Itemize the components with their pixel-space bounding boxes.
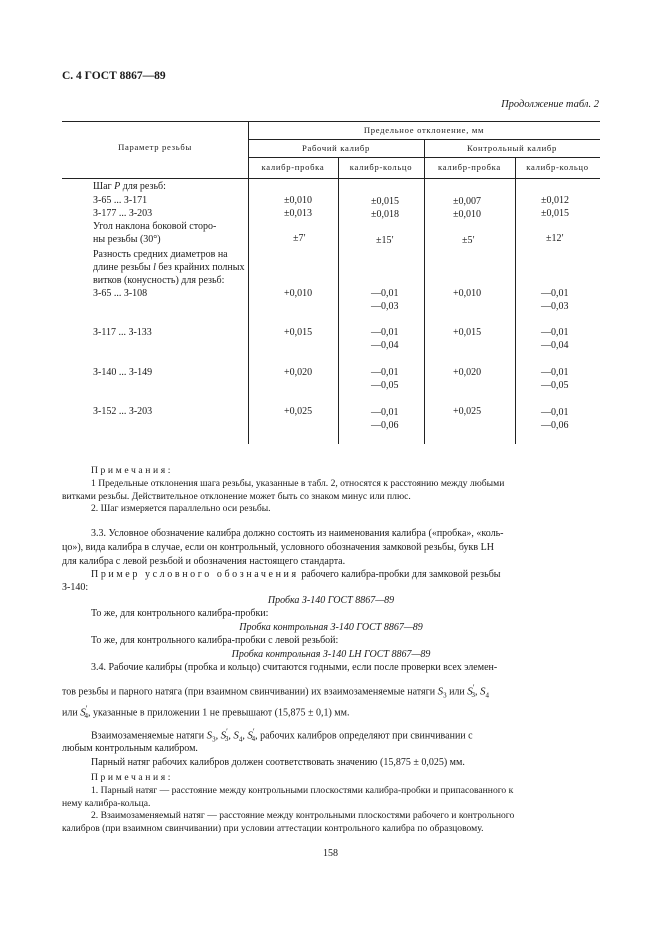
example-designation-3: Пробка контрольная З-140 LH ГОСТ 8867—89 (231, 649, 431, 660)
cell-pitch-r1-ctrl-ring: ±0,012 (541, 195, 569, 206)
note2-1-line-2: нему калибра-кольца. (62, 798, 151, 809)
cell-diam-d2-work-ring-b: —0,04 (371, 340, 399, 351)
paragraph-interchangeable: Взаимозаменяемые натяги $S_3$, $S'_3$, $S_4$, $S'_4$, рабочих калибров определяют при свинчивании с (91, 727, 473, 744)
table-header-line-1 (248, 139, 600, 140)
cell-pitch-r2-ctrl-plug: ±0,010 (453, 209, 481, 220)
same-for-control-left: То же, для контрольного калибра-пробки с левой резьбой: (91, 635, 339, 646)
example-designation-2: Пробка контрольная З-140 ГОСТ 8867—89 (239, 622, 423, 633)
page-number: 158 (323, 848, 338, 859)
note-1-line-1: 1 Предельные отклонения шага резьбы, указанные в табл. 2, относятся к расстоянию между любыми (91, 478, 505, 489)
same-for-control: То же, для контрольного калибра-пробки: (91, 608, 269, 619)
cell-diam-d3-ctrl-ring-b: —0,05 (541, 380, 569, 391)
cell-diam-d1-work-ring-a: —0,01 (371, 288, 399, 299)
paragraph-3-4-line-1: 3.4. Рабочие калибры (пробка и кольцо) считаются годными, если после проверки всех элемен- (91, 662, 498, 673)
row-label-diameter-d2: З-117 ... З-133 (93, 327, 152, 338)
notes-title-2: Примечания: (91, 772, 173, 783)
cell-diam-d3-work-ring-a: —0,01 (371, 367, 399, 378)
row-label-pitch-r1: З-65 ... З-171 (93, 195, 148, 206)
subheader-control-plug: калибр-пробка (438, 162, 501, 172)
cell-angle-work-ring: ±15′ (376, 235, 394, 246)
table-top-border (62, 121, 600, 122)
example-intro-cont: З-140: (62, 582, 89, 593)
cell-angle-ctrl-plug: ±5′ (462, 235, 475, 246)
paragraph-paired: Парный натяг рабочих калибров должен соответствовать значению (15,875 ± 0,025) мм. (91, 757, 465, 768)
column-header-parameter: Параметр резьбы (118, 142, 192, 152)
cell-diam-d4-work-plug: +0,025 (284, 406, 313, 417)
note2-1-line-1: 1. Парный натяг — расстояние между контрольными плоскостями калибра-пробки и припасованного к (91, 785, 514, 796)
table-continuation-label: Продолжение табл. 2 (501, 99, 599, 110)
note-2: 2. Шаг измеряется параллельно оси резьбы. (91, 503, 271, 514)
paragraph-interchangeable-cont: любым контрольным калибром. (62, 743, 198, 754)
cell-diam-d4-ctrl-plug: +0,025 (453, 406, 482, 417)
paragraph-3-3-line-1: 3.3. Условное обозначение калибра должно состоять из наименования калибра («пробка», «коль- (91, 528, 504, 539)
table-divider-work (338, 157, 339, 444)
cell-pitch-r1-work-ring: ±0,015 (371, 196, 399, 207)
paragraph-3-3-line-2: цо»), вида калибра в случае, если он контрольный, условного обозначения замковой резьбы, букв LH (62, 542, 494, 553)
cell-diam-d2-work-plug: +0,015 (284, 327, 313, 338)
cell-diam-d1-ctrl-plug: +0,010 (453, 288, 482, 299)
table-header-bottom-border (62, 178, 600, 179)
paragraph-3-4-line-3: или $S'_4$, указанные в приложении 1 не превышают (15,875 ± 0,1) мм. (62, 704, 350, 721)
table-divider-middle (424, 139, 425, 444)
column-header-control-gauge: Контрольный калибр (467, 143, 557, 153)
example-designation-1: Пробка З-140 ГОСТ 8867—89 (267, 595, 395, 606)
note-1-line-2: витками резьбы. Действительное отклонение может быть со знаком минус или плюс. (62, 491, 411, 502)
row-label-diameter-3: витков (конусность) для резьб: (93, 275, 225, 286)
row-label-diameter-d4: З-152 ... З-203 (93, 406, 153, 417)
cell-diam-d3-work-ring-b: —0,05 (371, 380, 399, 391)
row-label-pitch-r2: З-177 ... З-203 (93, 208, 153, 219)
cell-angle-work-plug: ±7′ (293, 233, 306, 244)
row-label-angle-2: ны резьбы (30°) (93, 234, 161, 245)
cell-diam-d2-ctrl-plug: +0,015 (453, 327, 482, 338)
cell-diam-d4-ctrl-ring-a: —0,01 (541, 407, 569, 418)
cell-diam-d3-ctrl-ring-a: —0,01 (541, 367, 569, 378)
note2-2-line-2: калибров (при взаимном свинчивании) при условии аттестации контрольного калибра по образцовому. (62, 823, 484, 834)
row-label-pitch: Шаг P для резьб: (93, 181, 166, 192)
row-label-angle-1: Угол наклона боковой сторо- (93, 221, 217, 232)
cell-pitch-r2-ctrl-ring: ±0,015 (541, 208, 569, 219)
cell-diam-d1-work-plug: +0,010 (284, 288, 313, 299)
page-header: С. 4 ГОСТ 8867—89 (62, 70, 166, 82)
cell-diam-d1-ctrl-ring-a: —0,01 (541, 288, 569, 299)
cell-diam-d3-ctrl-plug: +0,020 (453, 367, 482, 378)
note2-2-line-1: 2. Взаимозаменяемый натяг — расстояние между контрольными плоскостями рабочего и контрольного (91, 810, 515, 821)
cell-diam-d4-work-ring-a: —0,01 (371, 407, 399, 418)
row-label-diameter-1: Разность средних диаметров на (93, 249, 228, 260)
cell-pitch-r1-ctrl-plug: ±0,007 (453, 196, 481, 207)
row-label-diameter-d1: З-65 ... З-108 (93, 288, 148, 299)
cell-pitch-r2-work-ring: ±0,018 (371, 209, 399, 220)
cell-pitch-r2-work-plug: ±0,013 (284, 208, 312, 219)
example-word: Пример условного обозначения (91, 569, 299, 580)
cell-diam-d1-ctrl-ring-b: —0,03 (541, 301, 569, 312)
row-label-diameter-2: длине резьбы l без крайних полных (93, 262, 245, 273)
cell-diam-d4-work-ring-b: —0,06 (371, 420, 399, 431)
cell-angle-ctrl-ring: ±12′ (546, 233, 564, 244)
cell-diam-d2-ctrl-ring-b: —0,04 (541, 340, 569, 351)
cell-diam-d2-ctrl-ring-a: —0,01 (541, 327, 569, 338)
cell-diam-d1-work-ring-b: —0,03 (371, 301, 399, 312)
notes-title-1: Примечания: (91, 465, 173, 476)
paragraph-3-3-line-3: для калибра с левой резьбой и обозначения настоящего стандарта. (62, 556, 346, 567)
paragraph-3-4-line-2: тов резьбы и парного натяга (при взаимном свинчивании) их взаимозаменяемые натяги $S_3$ или $S'_3$, $S_4$ (62, 683, 490, 700)
subheader-work-plug: калибр-пробка (261, 162, 325, 172)
cell-diam-d3-work-plug: +0,020 (284, 367, 313, 378)
cell-diam-d4-ctrl-ring-b: —0,06 (541, 420, 569, 431)
table-divider-control (515, 157, 516, 444)
table-header-line-2 (248, 157, 600, 158)
row-label-diameter-d3: З-140 ... З-149 (93, 367, 153, 378)
cell-diam-d2-work-ring-a: —0,01 (371, 327, 399, 338)
example-intro (91, 568, 600, 582)
example-rest: рабочего калибра-пробки для замковой резьбы (301, 569, 501, 580)
cell-pitch-r1-work-plug: ±0,010 (284, 195, 312, 206)
column-header-deviation: Предельное отклонение, мм (363, 125, 485, 135)
subheader-control-ring: калибр-кольцо (526, 162, 589, 172)
column-header-working-gauge: Рабочий калибр (301, 143, 370, 153)
subheader-work-ring: калибр-кольцо (349, 162, 413, 172)
